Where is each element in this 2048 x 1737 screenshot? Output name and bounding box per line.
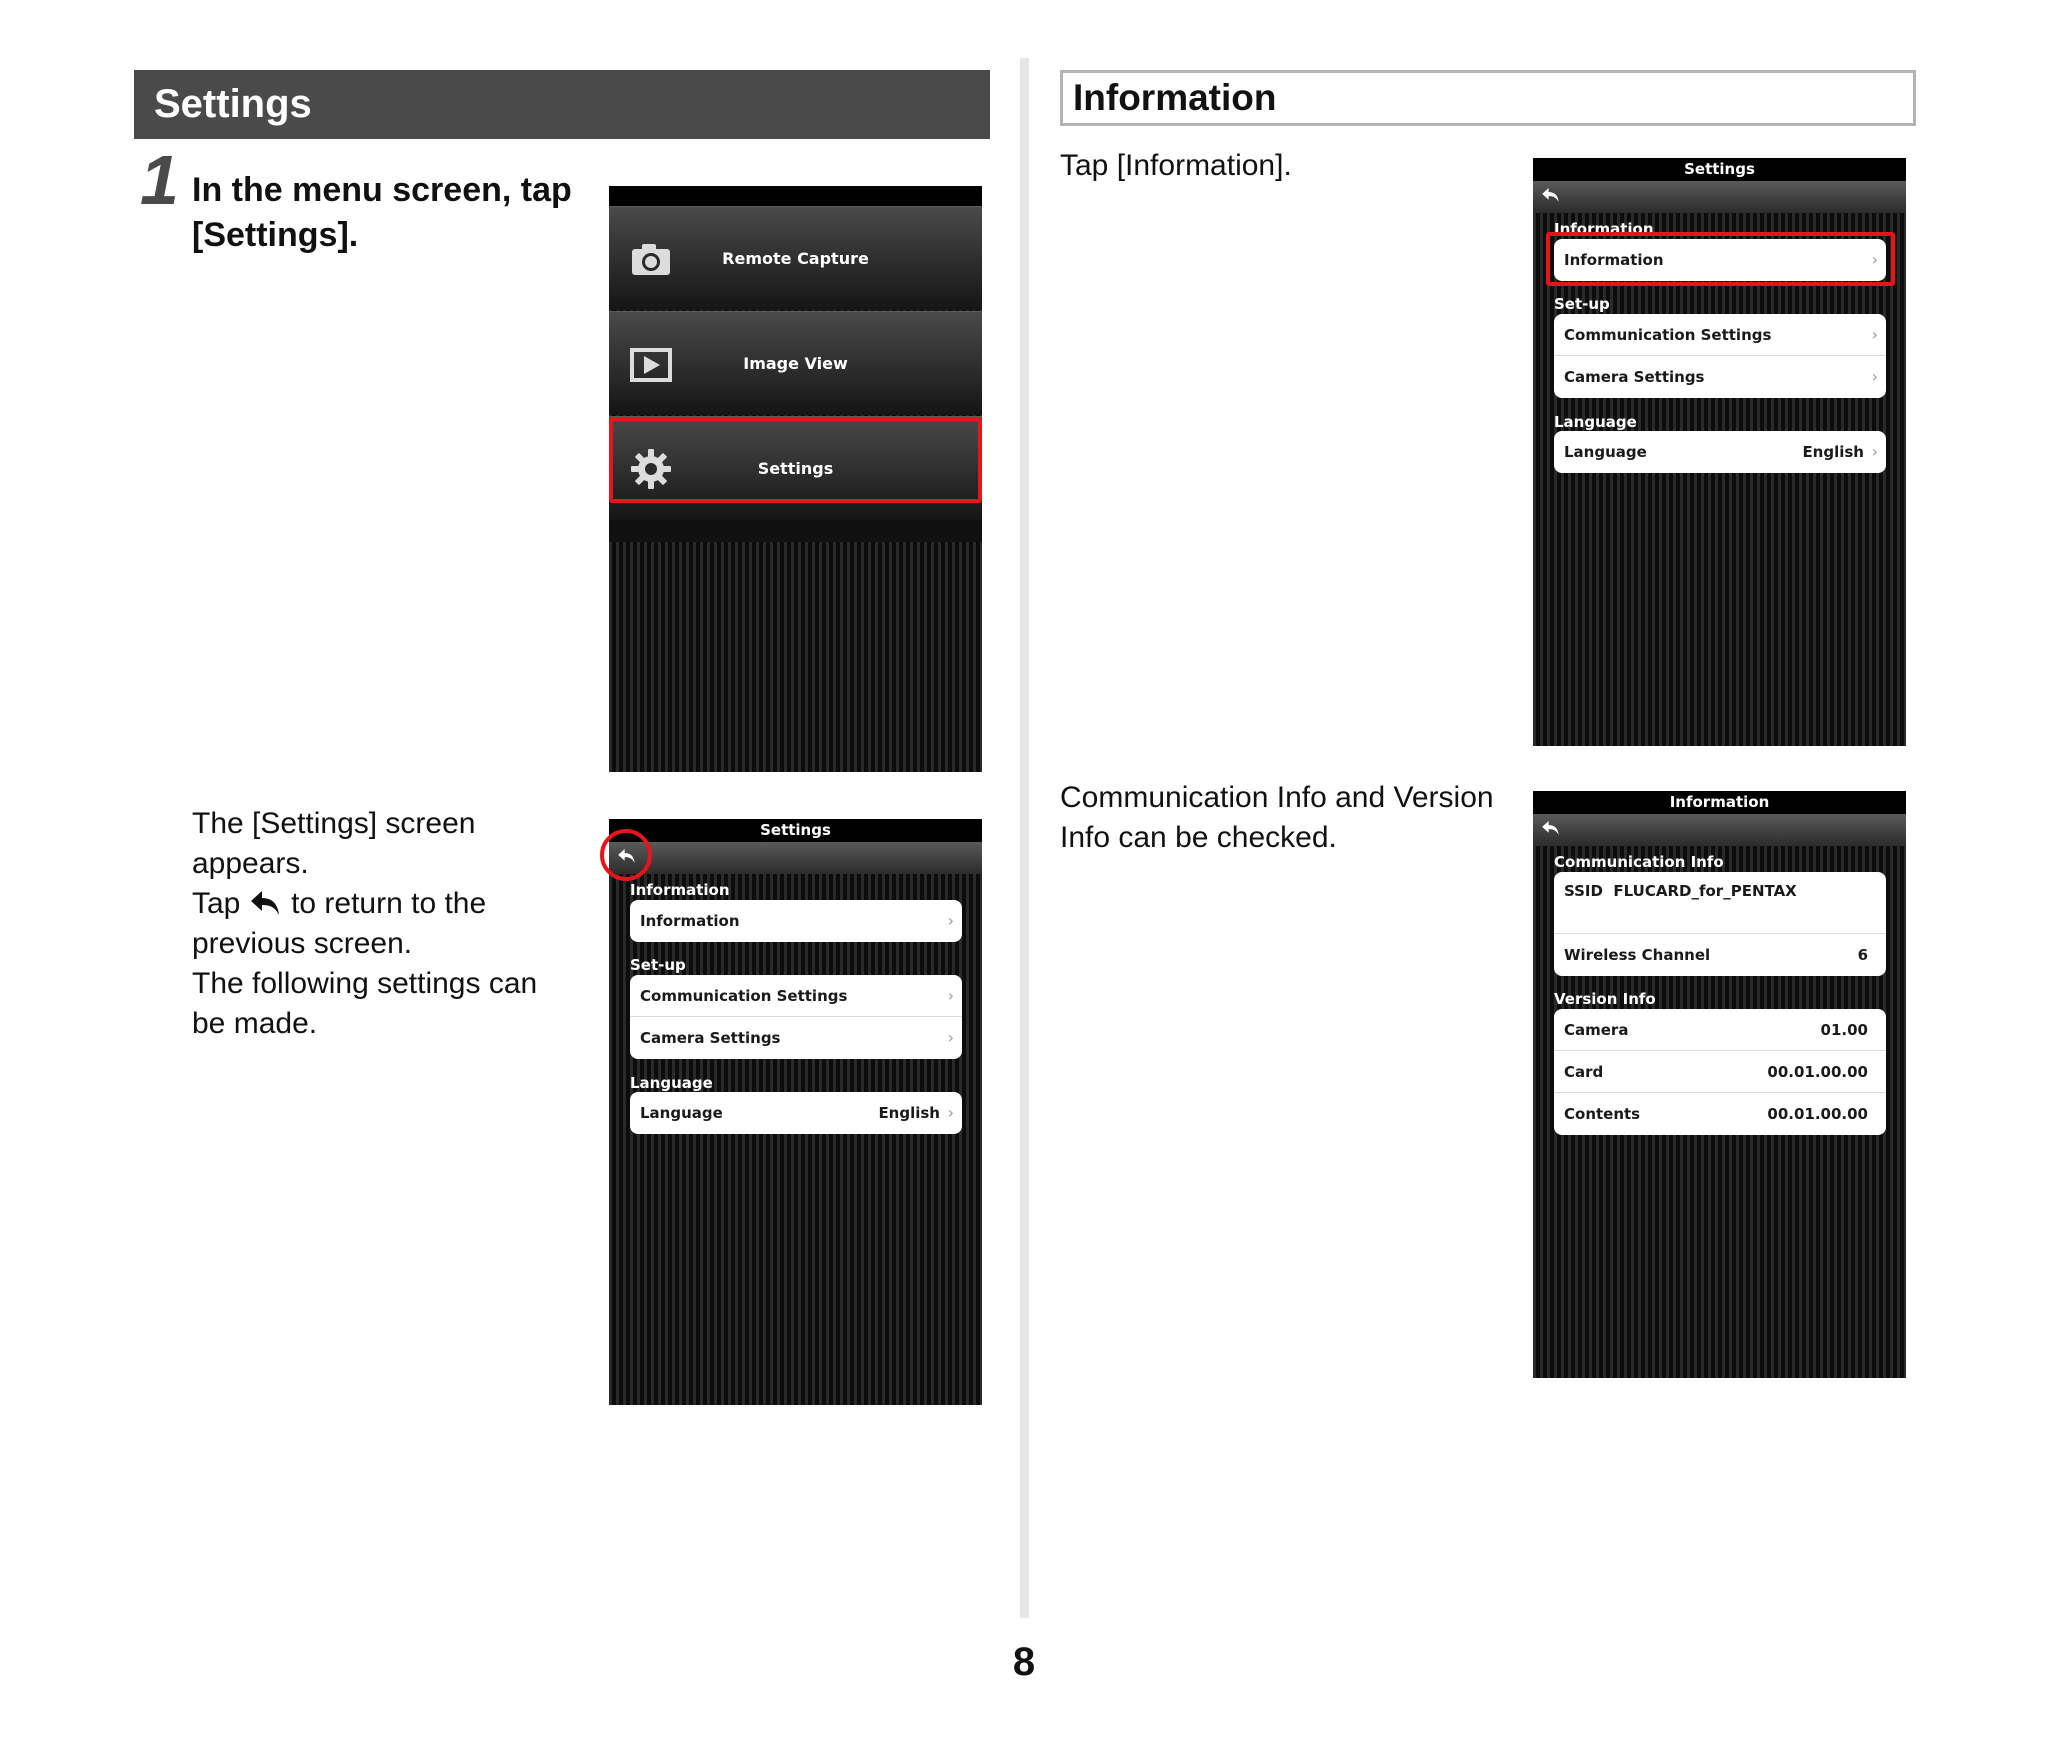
settings-screen-screenshot [1533,158,1906,746]
row-label: Communication Settings [1564,326,1772,344]
back-arrow-icon [249,884,283,924]
page-number: 8 [1012,1640,1036,1684]
section-label: Information [630,881,730,899]
menu-item-label: Remote Capture [722,249,869,268]
nav-bar [1533,814,1906,846]
settings-group-setup [630,975,962,1059]
chevron-right-icon: › [1871,250,1878,269]
row-label: Camera Settings [640,1029,781,1047]
desc-line: appears. [192,847,309,880]
chevron-right-icon: › [947,1028,954,1047]
desc-line: Info can be checked. [1060,821,1337,854]
row-label: Information [1564,251,1664,269]
desc-line: be made. [192,1007,318,1040]
row-label: Information [640,912,740,930]
desc-line [192,884,592,924]
highlight-circle [600,829,652,881]
row-communication-settings[interactable] [630,975,962,1017]
row-information[interactable] [630,900,962,942]
row-language[interactable] [1554,431,1886,473]
instruction-tap-information: Tap [Information]. [1060,149,1292,182]
row-label: Language [1564,443,1647,461]
chevron-right-icon: › [1871,367,1878,386]
section-label: Version Info [1554,990,1656,1008]
chevron-right-icon: › [947,911,954,930]
row-version-card [1554,1051,1886,1093]
row-language[interactable] [630,1092,962,1134]
row-communication-settings[interactable] [1554,314,1886,356]
menu-item-label: Image View [743,354,848,373]
section-label: Set-up [1554,295,1610,313]
row-label: Contents [1564,1105,1641,1123]
settings-group-language [630,1092,962,1134]
chevron-right-icon: › [1871,442,1878,461]
section-label: Language [1554,413,1637,431]
chevron-right-icon: › [1871,325,1878,344]
row-label: Language [640,1104,723,1122]
desc-line: The following settings can [192,967,538,1000]
row-label: Wireless Channel [1564,946,1711,964]
chevron-right-icon: › [947,986,954,1005]
column-divider [1020,58,1029,1618]
back-arrow-icon[interactable] [1541,817,1561,843]
row-label: Card [1564,1063,1604,1081]
desc-text: to return to the [291,887,487,920]
section-label: Language [630,1074,713,1092]
section-header-information: Information [1060,70,1916,126]
desc-line: Communication Info and Version [1060,781,1494,814]
screen-title: Information [1533,791,1906,814]
info-group-communication [1554,872,1886,976]
row-label: Communication Settings [640,987,848,1005]
section-label: Set-up [630,956,686,974]
nav-bar [609,842,982,874]
row-label: Camera [1564,1021,1629,1039]
row-value: 6 [1857,946,1868,964]
settings-group-setup [1554,314,1886,398]
ssid-text: SSID FLUCARD_for_PENTAX [1564,882,1797,900]
menu-screen-screenshot [609,186,982,772]
row-label: Camera Settings [1564,368,1705,386]
section-header-settings: Settings [134,70,990,139]
step-number: 1 [140,141,179,219]
section-label: Communication Info [1554,853,1724,871]
row-wireless-channel [1554,934,1886,976]
back-arrow-icon[interactable] [1541,184,1561,210]
settings-description [192,804,592,1044]
settings-screen-screenshot [609,819,982,1405]
status-bar [609,186,982,206]
row-ssid [1554,872,1886,934]
row-version-camera [1554,1009,1886,1051]
highlight-box [609,417,982,503]
settings-group-information [630,900,962,942]
row-camera-settings[interactable] [630,1017,962,1059]
settings-group-language [1554,431,1886,473]
row-value: English [1802,443,1864,461]
desc-line: previous screen. [192,927,413,960]
row-value: 01.00 [1820,1021,1868,1039]
row-value: 00.01.00.00 [1767,1063,1868,1081]
row-value: 00.01.00.00 [1767,1105,1868,1123]
row-value: English [878,1104,940,1122]
screen-title: Settings [609,819,982,842]
menu-item-label: Settings [757,459,834,478]
info-group-version [1554,1009,1886,1135]
menu-item-remote-capture[interactable] [609,206,982,310]
screen-title: Settings [1533,158,1906,181]
chevron-right-icon: › [947,1103,954,1122]
row-version-contents [1554,1093,1886,1135]
menu-item-image-view[interactable] [609,311,982,415]
information-description [1060,778,1520,858]
menu-separator [609,520,982,542]
nav-bar [1533,181,1906,213]
information-screen-screenshot [1533,791,1906,1378]
row-camera-settings[interactable] [1554,356,1886,398]
desc-text: Tap [192,887,241,920]
highlight-box [1546,232,1895,286]
section-label: Information [1554,220,1654,238]
desc-line: The [Settings] screen [192,807,476,840]
step-instruction: In the menu screen, tap [Settings]. [192,171,572,254]
